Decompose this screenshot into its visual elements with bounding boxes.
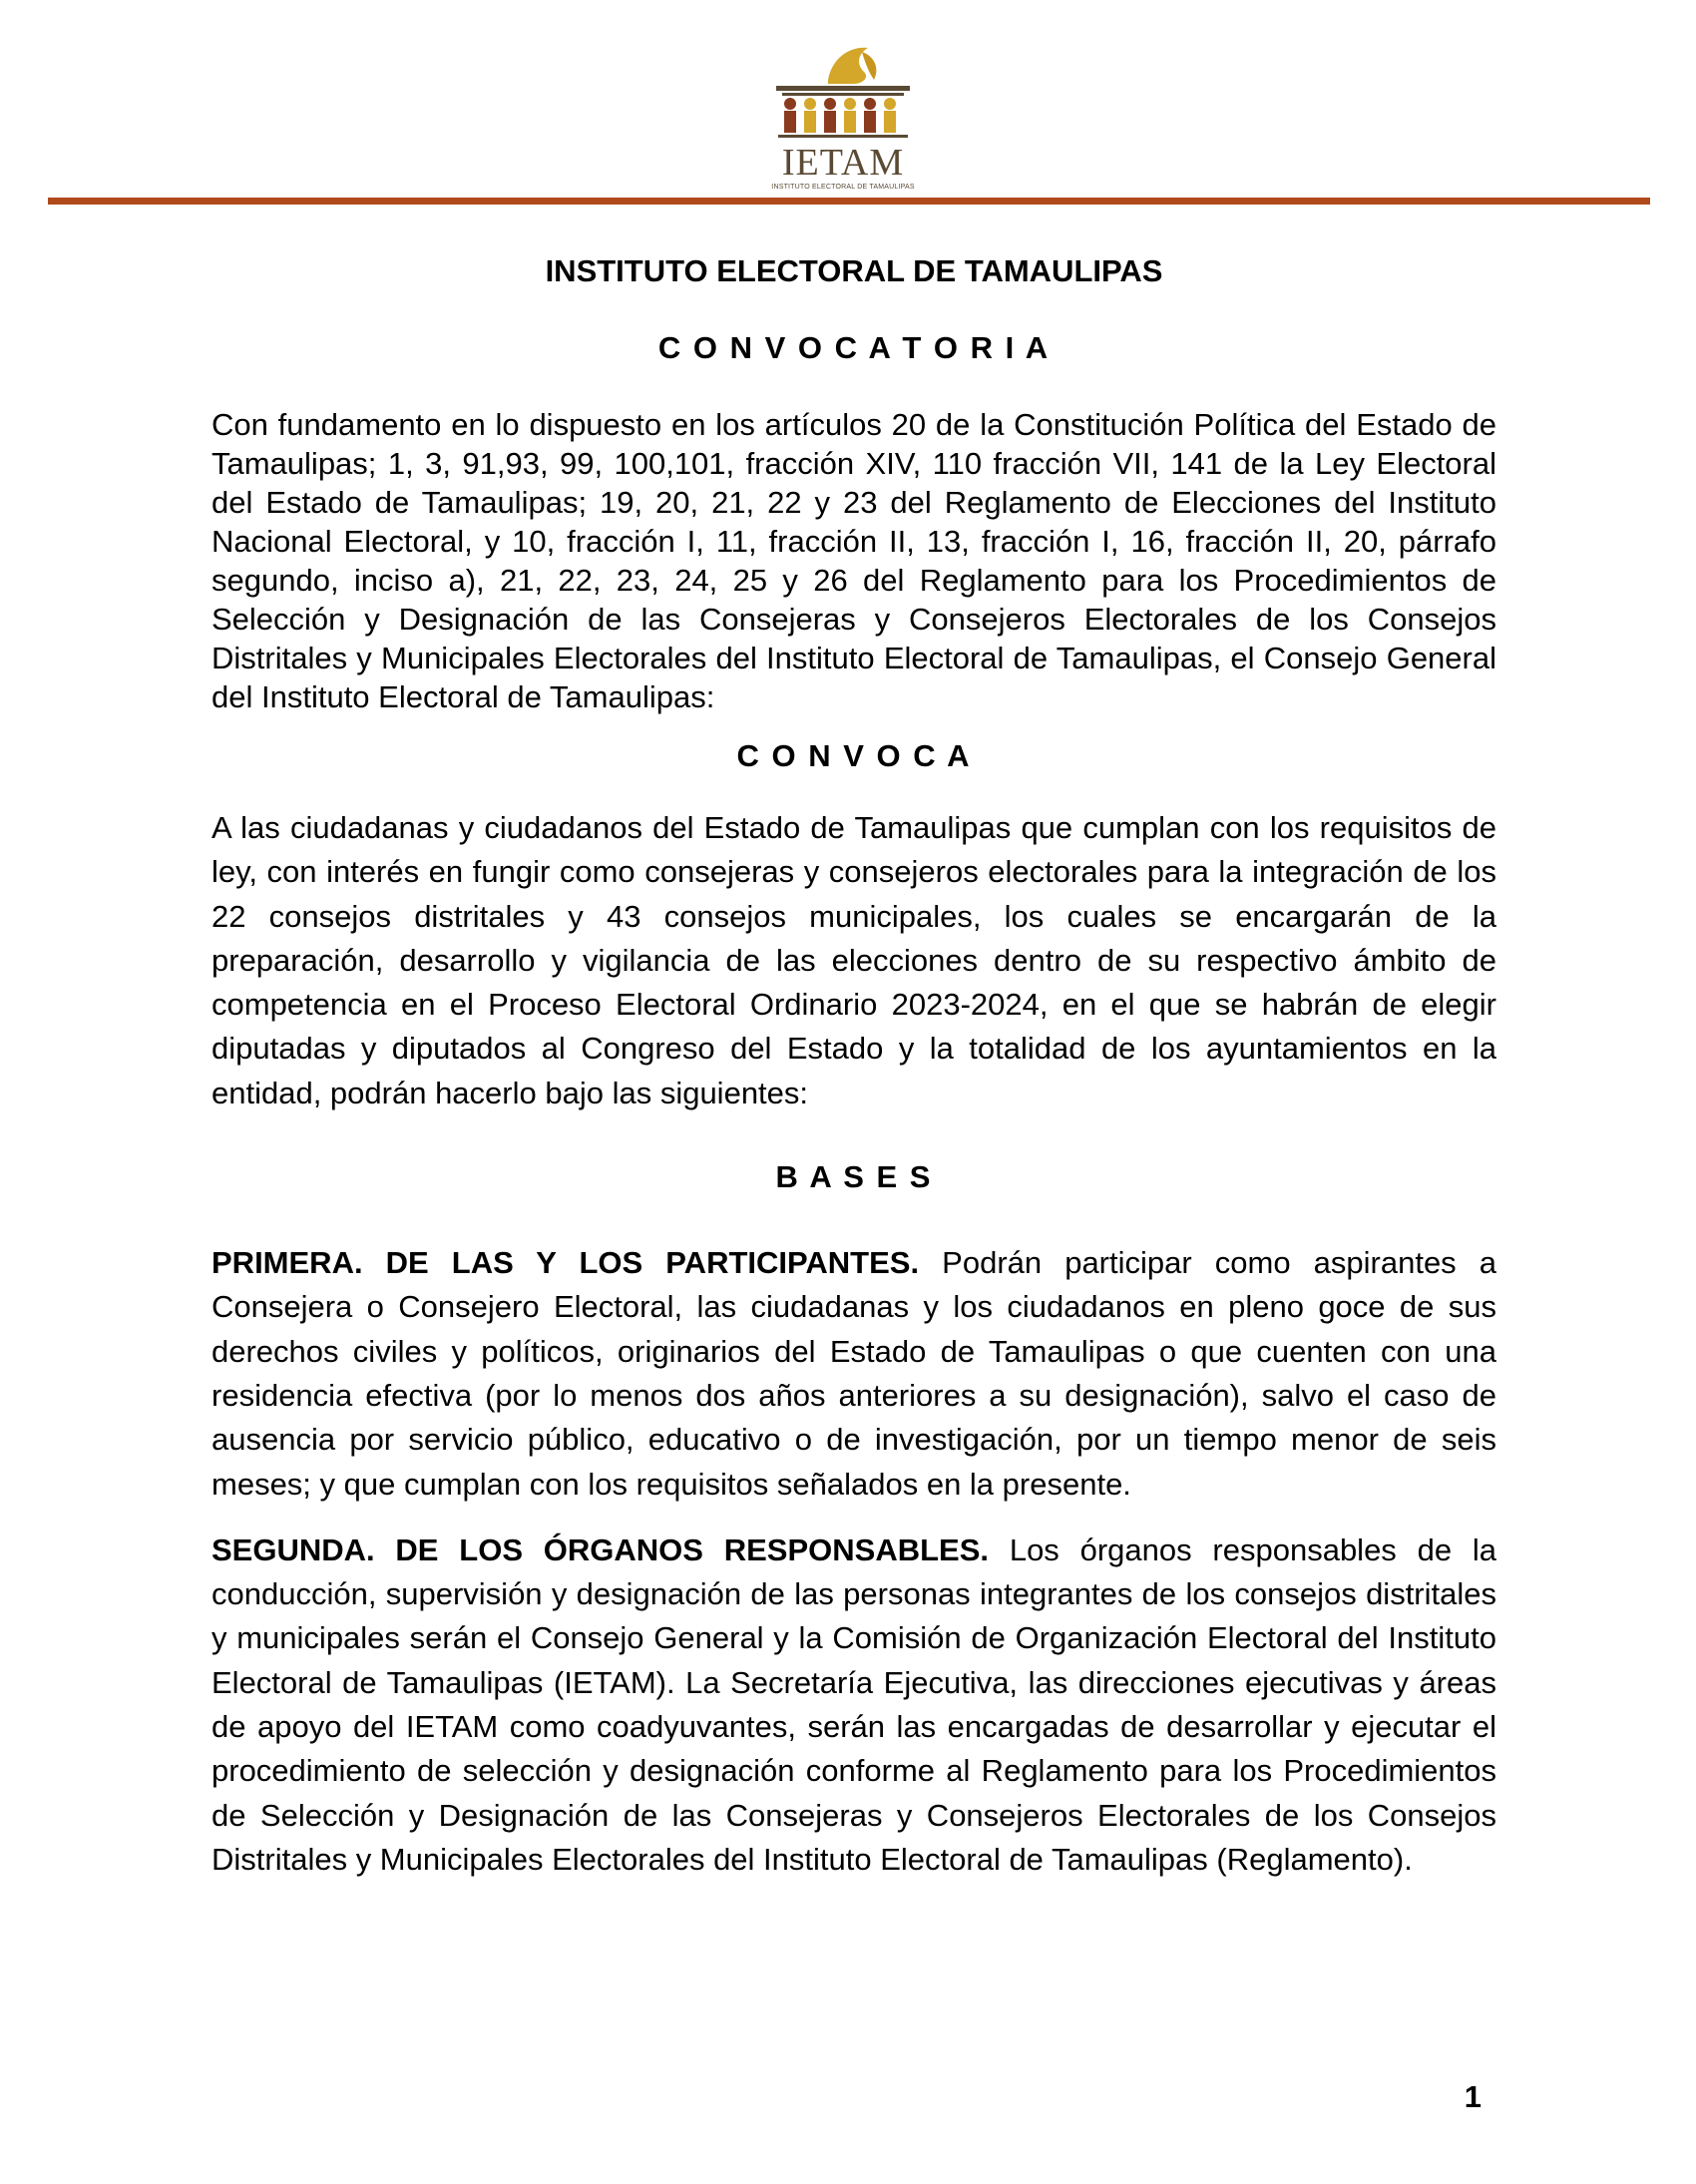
convocatoria-heading: C O N V O C A T O R I A: [657, 330, 1051, 365]
bases-heading: B A S E S: [775, 1159, 933, 1195]
logo-wordmark: IETAM: [781, 142, 905, 184]
base-primera: [212, 1241, 1496, 1507]
page-number: 1: [1464, 2079, 1482, 2114]
base-segunda-title: SEGUNDA. DE LOS ÓRGANOS RESPONSABLES.: [212, 1531, 990, 1567]
header-divider: [48, 198, 1650, 205]
convoca-heading: C O N V O C A: [736, 738, 972, 773]
document-body: [212, 251, 1496, 1882]
institution-heading: INSTITUTO ELECTORAL DE TAMAULIPAS: [545, 253, 1163, 288]
base-segunda-text: Los órganos responsables de la conducción, supervisión y designación de las personas integrantes de los consejos distritales y municipales serán el Consejo General y la Comisión de Organización Electoral del Instituto Electoral de Tamaulipas (IETAM). La Secretaría Ejecutiva, las direcciones ejecutivas y áreas de apoyo del IETAM como coadyuvantes, serán las encargadas de desarrollar y ejecutar el procedimiento de selección y designación conforme al Reglamento para los Procedimientos de Selección y Designación de las Consejeras y Consejeros Electorales de los Consejos Distritales y Municipales Electorales del Instituto Electoral de Tamaulipas (Reglamento).: [212, 1531, 1496, 1877]
convoca-paragraph: A las ciudadanas y ciudadanos del Estado de Tamaulipas que cumplan con los requisitos de ley, con interés en fungir como consejeras y consejeros electorales para la integración de los 22 consejos distritales y 43 consejos municipales, los cuales se encargarán de la preparación, desarrollo y vigilancia de las elecciones dentro de su respectivo ámbito de competencia en el Proceso Electoral Ordinario 2023-2024, en el que se habrán de elegir diputadas y diputados al Congreso del Estado y la totalidad de los ayuntamientos en la entidad, podrán hacerlo bajo las siguientes:: [212, 810, 1496, 1110]
base-primera-title: PRIMERA. DE LAS Y LOS PARTICIPANTES.: [212, 1245, 920, 1281]
ietam-emblem-icon: [758, 44, 928, 144]
base-primera-text: Podrán participar como aspirantes a Consejera o Consejero Electoral, las ciudadanas y los ciudadanos en pleno goce de sus derechos civiles y políticos, originarios del Estado de Tamaulipas o que cuenten con una residencia efectiva (por lo menos dos años anteriores a su designación), salvo el caso de ausencia por servicio público, educativo o de investigación, por un tiempo menor de seis meses; y que cumplan con los requisitos señalados en la presente.: [212, 1245, 1497, 1502]
base-segunda: [212, 1529, 1496, 1882]
intro-paragraph: Con fundamento en lo dispuesto en los artículos 20 de la Constitución Política del Estado de Tamaulipas; 1, 3, 91,93, 99, 100,101, fracción XIV, 110 fracción VII, 141 de la Ley Electoral del Estado de Tamaulipas; 19, 20, 21, 22 y 23 del Reglamento de Elecciones del Instituto Nacional Electoral, y 10, fracción I, 11, fracción II, 13, fracción I, 16, fracción II, 20, párrafo segundo, inciso a), 21, 22, 23, 24, 25 y 26 del Reglamento para los Procedimientos de Selección y Designación de las Consejeras y Consejeros Electorales de los Consejos Distritales y Municipales Electorales del Instituto Electoral de Tamaulipas, el Consejo General del Instituto Electoral de Tamaulipas:: [212, 407, 1496, 714]
ietam-logo: [758, 44, 928, 194]
logo-subtitle: INSTITUTO ELECTORAL DE TAMAULIPAS: [771, 184, 915, 191]
